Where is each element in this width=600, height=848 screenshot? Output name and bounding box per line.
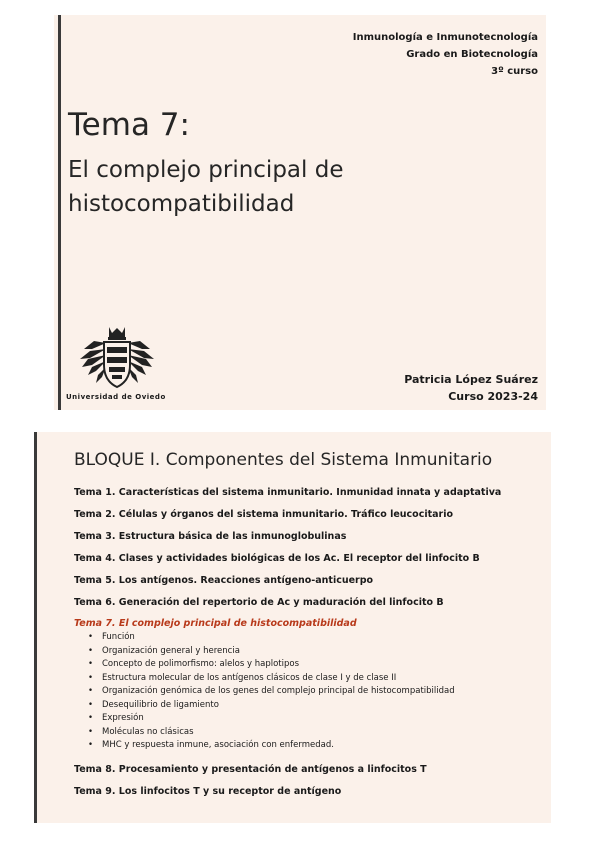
accent-bar [58, 15, 61, 410]
topic-item: Tema 6. Generación del repertorio de Ac y maduración del linfocito B [74, 597, 444, 608]
topic-item: Tema 2. Células y órganos del sistema inmunitario. Tráfico leucocitario [74, 509, 454, 520]
subtopic-item: • Moléculas no clásicas [102, 726, 544, 740]
course-year: Curso 2023-24 [448, 390, 538, 403]
subtopic-item: • Organización genómica de los genes del complejo principal de histocompatibilidad [102, 685, 544, 699]
subtopic-item: • Organización general y herencia [102, 645, 544, 659]
accent-bar [34, 432, 37, 823]
subtopic-item: • Desequilibrio de ligamiento [102, 699, 544, 713]
topic-item: Tema 1. Características del sistema inmunitario. Inmunidad innata y adaptativa [74, 487, 502, 498]
topic-item: Tema 4. Clases y actividades biológicas de los Ac. El receptor del linfocito B [74, 553, 480, 564]
tema-title: El complejo principal de histocompatibilidad [68, 157, 344, 217]
course-info [353, 29, 538, 80]
course-subject: Inmunología e Inmunotecnología [352, 32, 538, 43]
tema-number: Tema 7: [68, 107, 190, 143]
bloque-title: BLOQUE I. Componentes del Sistema Inmunitario [74, 450, 493, 470]
topic-item: Tema 8. Procesamiento y presentación de antígenos a linfocitos T [74, 763, 427, 775]
syllabus-slide [34, 432, 551, 823]
course-level: 3º curso [491, 66, 538, 77]
subtopic-item: • Estructura molecular de los antígenos clásicos de clase I y de clase II [102, 672, 544, 686]
course-degree: Grado en Biotecnología [406, 49, 538, 60]
university-name: Universidad de Oviedo [66, 393, 166, 401]
title-slide [54, 15, 546, 410]
current-topic: Tema 7. El complejo principal de histocompatibilidad [74, 618, 357, 629]
topic-item: Tema 5. Los antígenos. Reacciones antígeno-anticuerpo [74, 575, 374, 586]
topic-item: Tema 3. Estructura básica de las inmunoglobulinas [74, 531, 347, 542]
subtopic-list [74, 631, 544, 753]
subtopic-item: • Concepto de polimorfismo: alelos y haplotipos [102, 658, 544, 672]
author-block [404, 371, 538, 405]
topic-list [74, 484, 544, 805]
subtopic-item: • Expresión [102, 712, 544, 726]
subtopic-item: • MHC y respuesta inmune, asociación con enfermedad. [102, 739, 544, 753]
subtopic-item: • Función [102, 631, 544, 645]
topic-item: Tema 9. Los linfocitos T y su receptor de antígeno [74, 785, 342, 797]
author-name: Patricia López Suárez [404, 373, 538, 386]
university-crest-icon [76, 325, 158, 389]
